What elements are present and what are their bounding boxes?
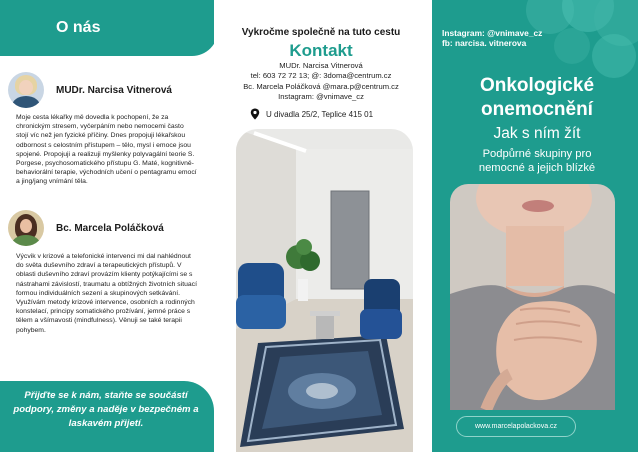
address-text: U divadla 25/2, Teplice 415 01 [266, 109, 374, 119]
website-link[interactable]: www.marcelapolackova.cz [456, 416, 576, 437]
avatar-marcela [8, 210, 44, 246]
title-line-2: onemocnění [481, 99, 593, 120]
contact-heading: Vykročme společně na tuto cestu [241, 27, 401, 38]
title-line-1: Onkologické [479, 75, 595, 96]
about-header-tab [0, 0, 214, 56]
contact-title: Kontakt [289, 41, 353, 60]
brochure-tagline [442, 148, 632, 175]
brochure-title [442, 74, 632, 122]
cover-panel [428, 0, 640, 452]
contact-line-name: MUDr. Narcisa Vitnerová [279, 61, 363, 70]
tagline-line-2: nemocné a jejich blízké [478, 161, 596, 174]
about-title: O nás [56, 19, 101, 36]
tagline-line-1: Podpůrné skupiny pro [482, 148, 592, 160]
bio-narcisa: Moje cesta lékařky mě dovedla k pochopení, že za chronickým stresem, vyčerpáním nebo nemocemi často stojí víc než jen fyzické příčiny. Dnes propojuji lékařskou odbornost s celostním přístupem – tělo, mysl i emoce jsou spojené. Propojuji a realizuji myšlenky polyvagální teorie S. Porgese, psychosomatického přístupu G. Maté, kognitivně-behaviorální terapie, východních učení o pentagramu emocí a jing/jang vnímání těla. [16, 114, 197, 186]
call-to-action-banner [0, 381, 214, 452]
social-handles [442, 28, 542, 49]
facebook-handle[interactable]: fb: narcisa. vitnerova [442, 38, 527, 49]
woman-hand-on-chest-photo [450, 184, 615, 410]
person-header-narcisa [8, 72, 172, 108]
contact-details [214, 61, 428, 103]
contact-line-instagram[interactable]: Instagram: @vnimave_cz [278, 92, 364, 102]
address-row [250, 108, 373, 120]
brochure-subtitle: Jak s ním žít [493, 125, 581, 142]
person-name-marcela: Bc. Marcela Poláčková [56, 222, 164, 234]
instagram-handle[interactable]: Instagram: @vnimave_cz [442, 28, 543, 38]
contact-panel [214, 0, 428, 452]
bio-marcela: Výcvik v krizové a telefonické intervenci mi dal nahlédnout do světa duševního zdraví a terapeutických přístupů. V oblasti duševního zdraví provázím klienty potýkajícími se s nástrahami závislostí, traumatu a obtížných životních situací formou individuálních sezení a skupinových setkávání. Využívám metody krizové intervence, osobních a rodinných konstelací, principy somatického prožívání, jemné práce s tělem a všímavosti (mindfulness). Věnuji se také terapii pohybem. [16, 253, 197, 334]
therapy-room-photo [236, 129, 413, 452]
map-pin-icon [250, 108, 260, 120]
contact-line-marcela-email[interactable]: Bc. Marcela Poláčková @mara.p@centrum.cz [243, 81, 399, 91]
person-name-narcisa: MUDr. Narcisa Vitnerová [56, 84, 172, 96]
contact-line-phone-email[interactable]: tel: 603 72 72 13; @: 3doma@centrum.cz [250, 71, 392, 81]
person-header-marcela [8, 210, 164, 246]
call-to-action-text: Přijďte se k nám, staňte se součástí podpory, změny a naděje v bezpečném a laskavém přijetí. [13, 390, 199, 429]
about-panel [0, 0, 214, 452]
avatar-narcisa [8, 72, 44, 108]
